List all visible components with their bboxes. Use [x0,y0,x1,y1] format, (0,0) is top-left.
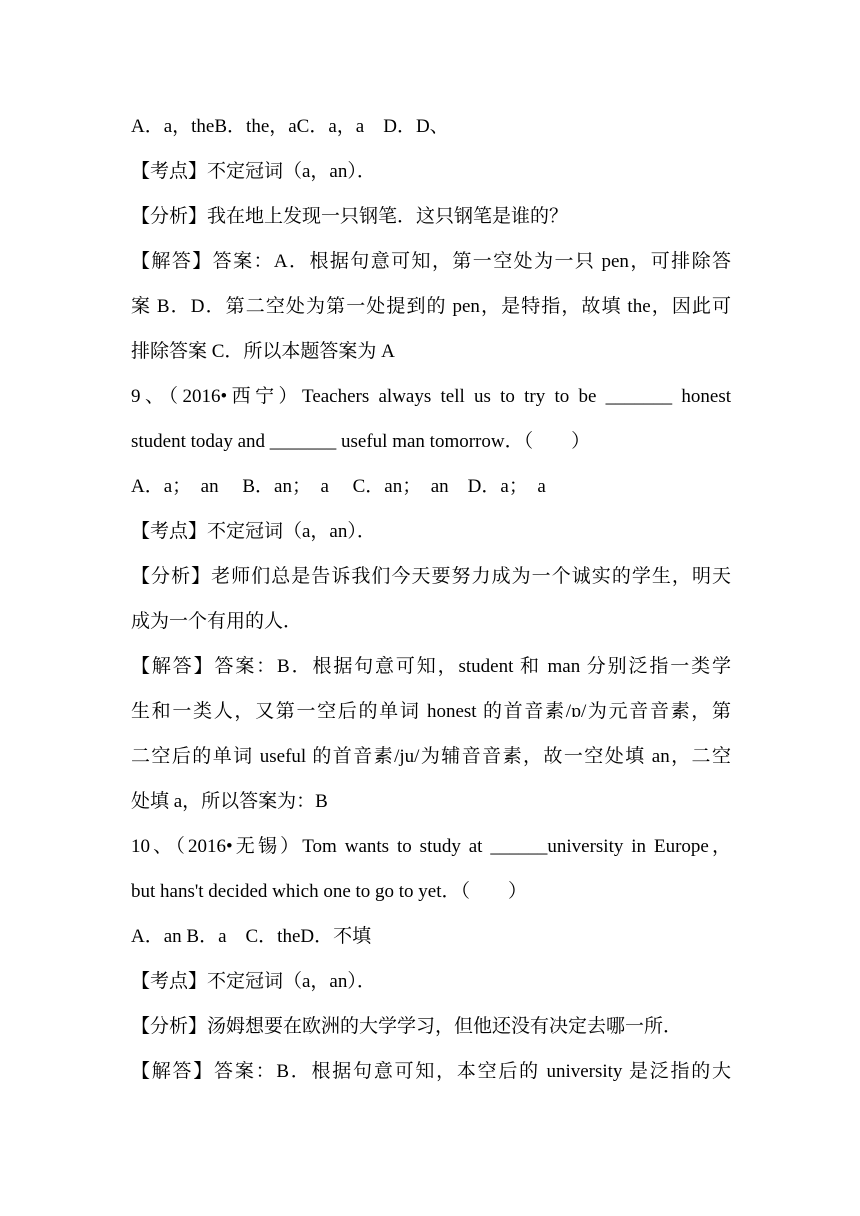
q9-analysis-line-2: 成为一个有用的人． [131,611,303,632]
q10-question-line-2: but hans't decided which one to go to yet．（ ） [131,881,528,902]
q8-options: A．a，theB．the，aC．a，a D．D、 [131,116,449,137]
q9-answer-line-1: 【解答】答案：B．根据句意可知，student 和 man 分别泛指一类学 [131,656,731,677]
q9-answer-line-4: 处填 a，所以答案为：B [131,791,328,812]
q10-options: A．an B．a C．theD．不填 [131,926,372,947]
q9-analysis-line-1: 【分析】老师们总是告诉我们今天要努力成为一个诚实的学生，明天 [131,566,731,587]
q9-answer-line-2: 生和一类人，又第一空后的单词 honest 的首音素/ɒ/为元音音素，第 [131,701,731,722]
q9-options: A．a； an B．an； a C．an； an D．a； a [131,476,546,497]
q8-analysis: 【分析】我在地上发现一只钢笔．这只钢笔是谁的？ [131,206,569,227]
q9-question-line-1: 9、（2016•西宁）Teachers always tell us to try to be _______ honest [131,386,731,407]
q10-answer-line-1: 【解答】答案：B．根据句意可知，本空后的 university 是泛指的大 [131,1061,731,1082]
q10-question-line-1: 10、（2016•无锡）Tom wants to study at ______university in Europe， [131,836,731,857]
q10-analysis: 【分析】汤姆想要在欧洲的大学学习，但他还没有决定去哪一所． [131,1016,683,1037]
q8-key-point: 【考点】不定冠词（a，an）． [131,161,376,182]
q10-key-point: 【考点】不定冠词（a，an）． [131,971,376,992]
q9-key-point: 【考点】不定冠词（a，an）． [131,521,376,542]
q8-answer-line-3: 排除答案 C．所以本题答案为 A [131,341,395,362]
q9-answer-line-3: 二空后的单词 useful 的首音素/ju/为辅音音素，故一空处填 an，二空 [131,746,731,767]
q9-question-line-2: student today and _______ useful man tomorrow．（ ） [131,431,591,452]
q8-answer-line-2: 案 B．D．第二空处为第一处提到的 pen，是特指，故填 the，因此可 [131,296,731,317]
q8-answer-line-1: 【解答】答案：A．根据句意可知，第一空处为一只 pen，可排除答 [131,251,731,272]
